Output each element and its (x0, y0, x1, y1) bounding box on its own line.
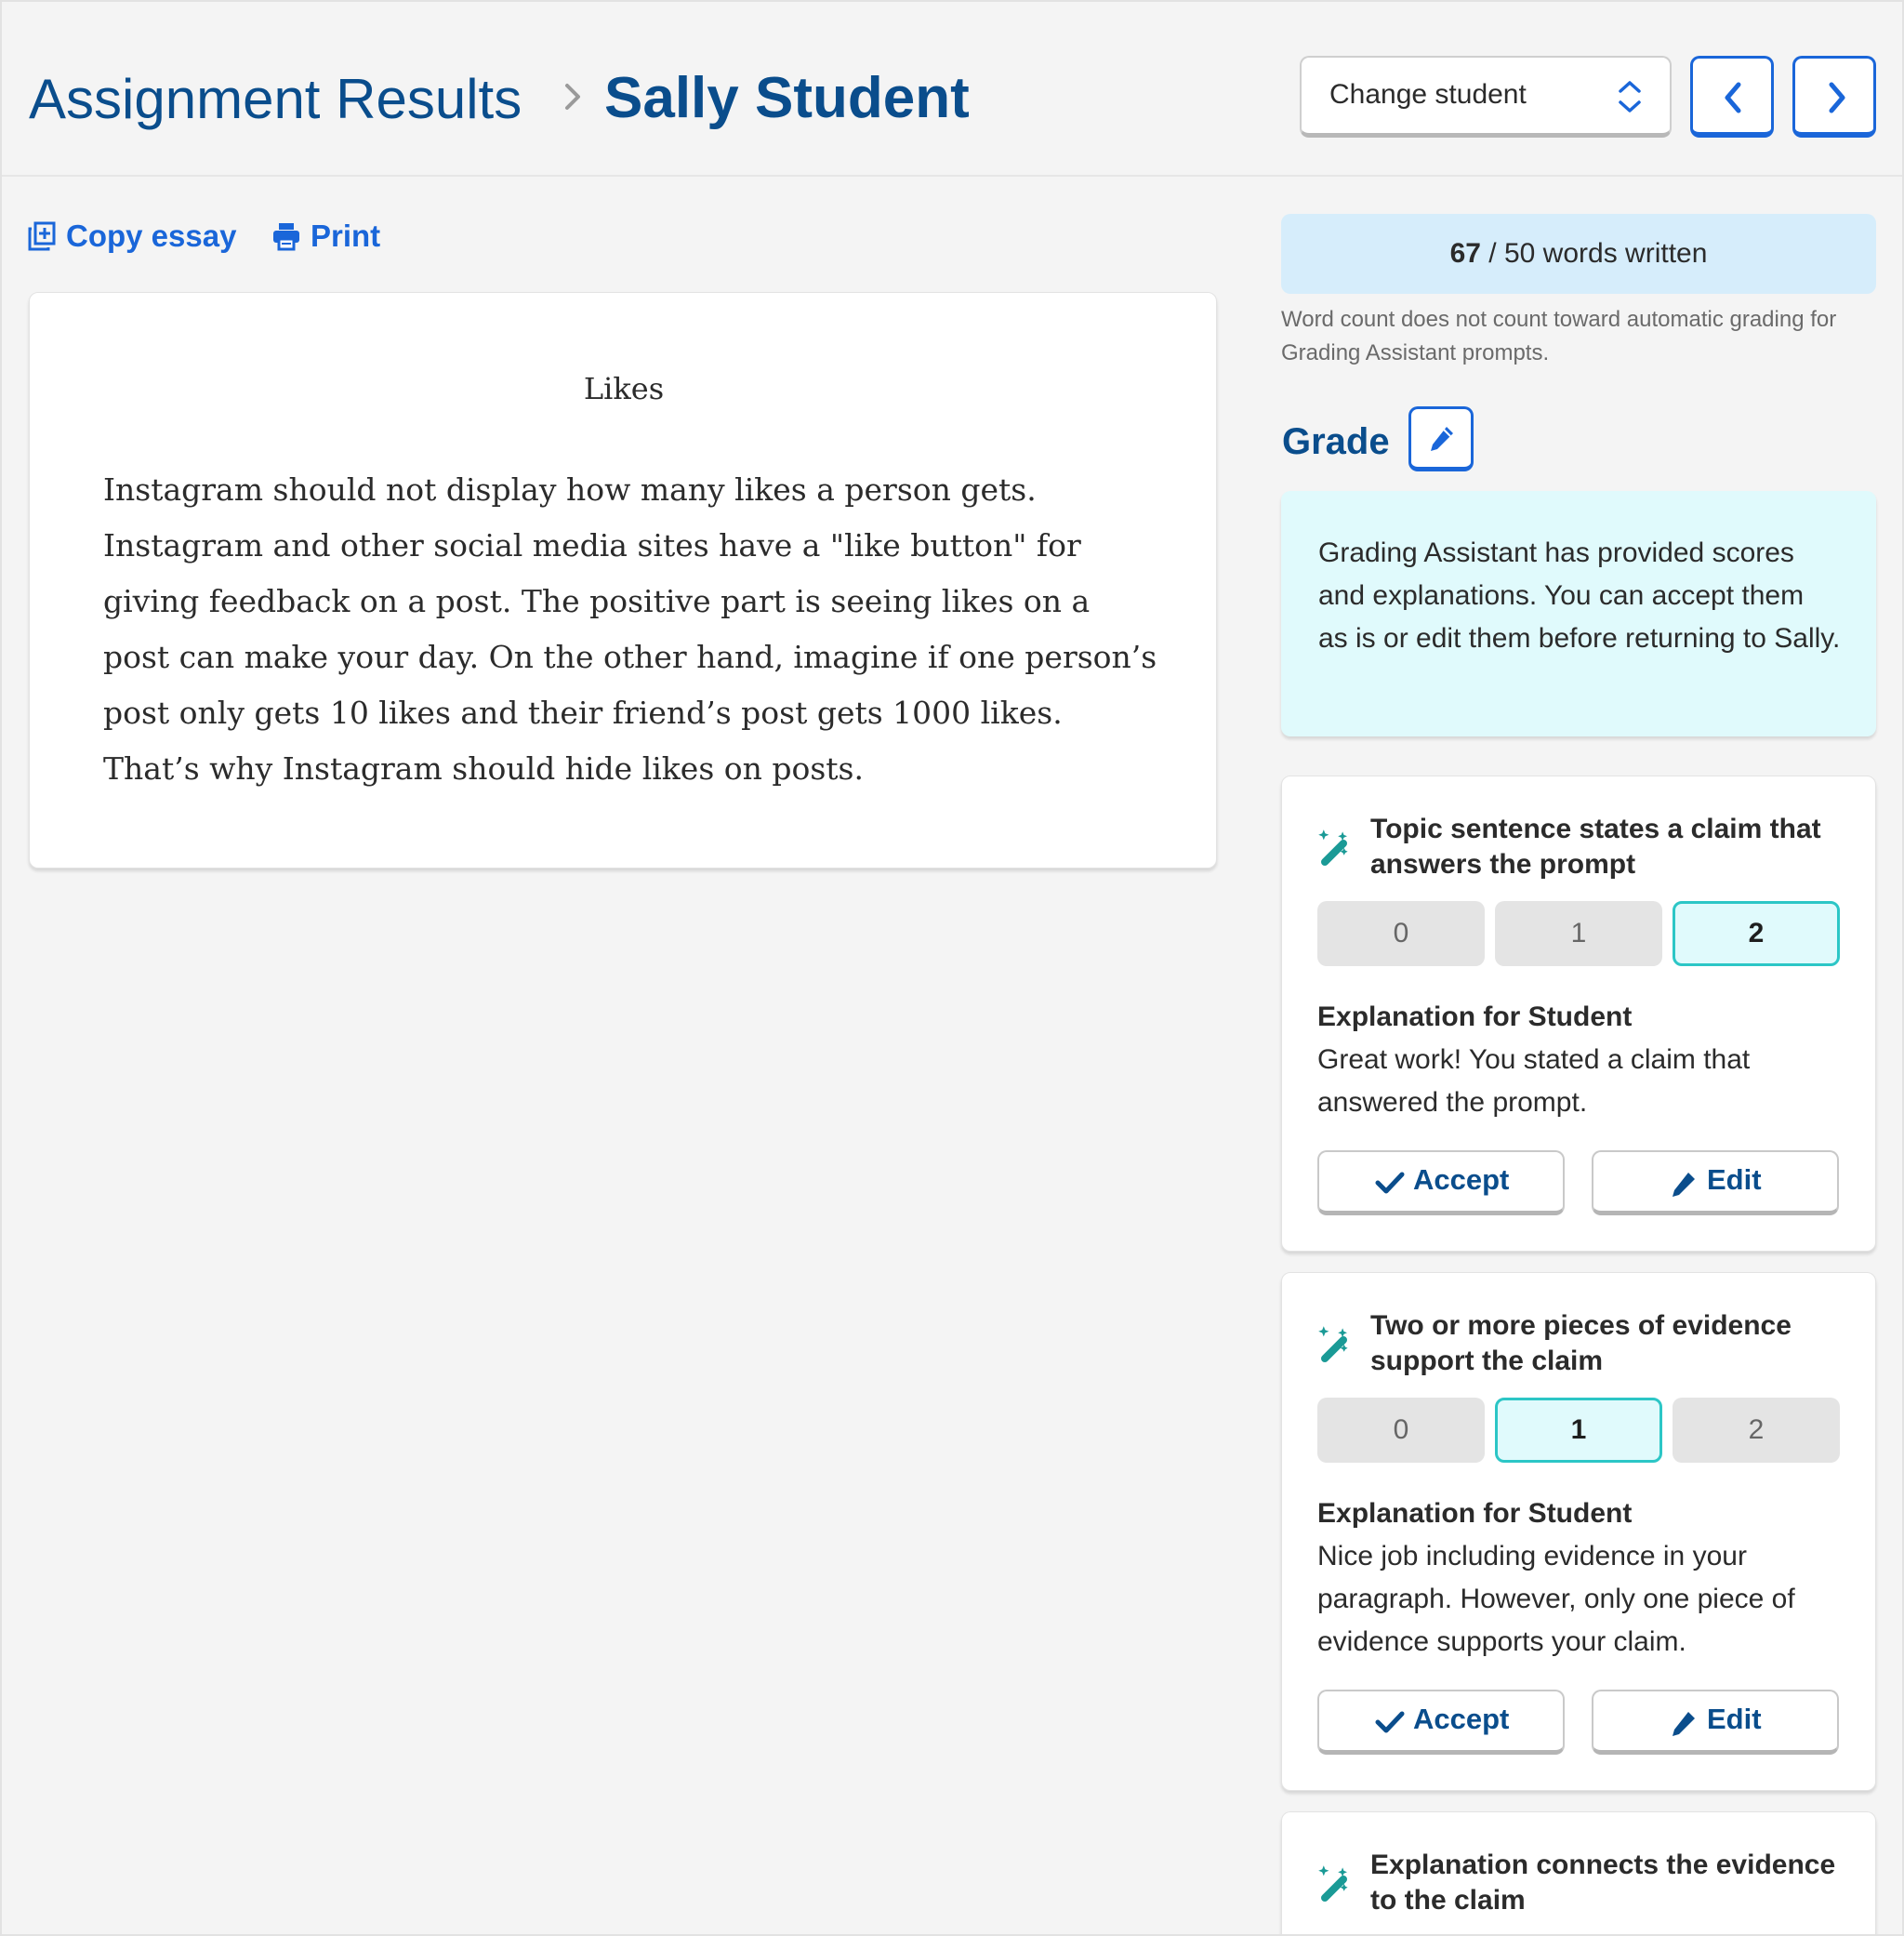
chevron-left-icon (1721, 81, 1747, 114)
print-link[interactable] (272, 216, 393, 257)
explanation-text: Nice job including evidence in your paragraph. However, only one piece of evidence supports your claim. (1317, 1541, 1795, 1657)
criterion-card (1281, 1272, 1876, 1791)
explanation-heading: Explanation for Student (1317, 1001, 1633, 1032)
score-option-2[interactable]: 2 (1673, 1398, 1840, 1463)
criterion-title: Explanation connects the evidence to the claim (1370, 1850, 1836, 1916)
explanation-heading: Explanation for Student (1317, 1498, 1633, 1529)
word-count-value: 67 (1449, 238, 1481, 269)
copy-icon (28, 221, 56, 251)
accept-button[interactable] (1317, 1690, 1565, 1755)
updown-icon (1616, 78, 1644, 115)
accept-button[interactable] (1317, 1150, 1565, 1215)
chevron-right-icon (562, 80, 584, 113)
edit-label: Edit (1707, 1703, 1762, 1735)
breadcrumb-student-name: Sally Student (604, 66, 970, 130)
word-count-note: Word count does not count toward automatic grading for Grading Assistant prompts. (1281, 307, 1837, 365)
breadcrumb-assignment-results[interactable]: Assignment Results (29, 68, 522, 130)
pencil-icon (1670, 1171, 1698, 1199)
score-option-1[interactable]: 1 (1495, 901, 1662, 966)
edit-button[interactable] (1592, 1150, 1839, 1215)
edit-button[interactable] (1592, 1690, 1839, 1755)
criterion-card (1281, 776, 1876, 1252)
grade-heading: Grade (1282, 421, 1390, 462)
magic-wand-icon (1317, 827, 1358, 868)
printer-icon (272, 221, 300, 251)
accept-label: Accept (1413, 1163, 1510, 1196)
change-student-select[interactable] (1300, 56, 1672, 138)
score-option-0[interactable]: 0 (1317, 1398, 1485, 1463)
copy-essay-label: Copy essay (66, 219, 237, 253)
copy-essay-link[interactable] (28, 216, 242, 257)
checkmark-icon (1375, 1710, 1405, 1734)
score-option-1-selected[interactable]: 1 (1495, 1398, 1662, 1463)
edit-label: Edit (1707, 1163, 1762, 1196)
score-option-0[interactable]: 0 (1317, 901, 1485, 966)
word-count-target: / 50 words written (1480, 238, 1708, 269)
pencil-icon (1428, 424, 1456, 454)
essay-title: Likes (583, 371, 665, 406)
score-option-2-selected[interactable]: 2 (1673, 901, 1840, 966)
accept-label: Accept (1413, 1703, 1510, 1735)
pencil-icon (1670, 1710, 1698, 1738)
change-student-label: Change student (1329, 79, 1527, 110)
criterion-title: Topic sentence states a claim that answers the prompt (1370, 814, 1821, 880)
word-count-banner (1281, 214, 1876, 294)
edit-grade-button[interactable] (1408, 406, 1474, 471)
magic-wand-icon (1317, 1863, 1358, 1903)
criterion-card (1281, 1811, 1876, 1936)
essay-body: Instagram should not display how many likes a person gets. Instagram and other social media sites have a "like button" for giving feedback on a post. The positive part is seeing likes on a post can make your day. On the other hand, imagine if one person’s post only gets 10 likes and their friend’s post gets 1000 likes. That’s why Instagram should hide likes on posts. (103, 471, 1157, 787)
page-header (0, 0, 1904, 177)
magic-wand-icon (1317, 1323, 1358, 1364)
checkmark-icon (1375, 1171, 1405, 1195)
print-label: Print (311, 219, 381, 253)
essay-card (29, 292, 1217, 869)
criterion-title: Two or more pieces of evidence support the claim (1370, 1310, 1792, 1376)
explanation-text: Great work! You stated a claim that answered the prompt. (1317, 1044, 1751, 1118)
previous-student-button[interactable] (1690, 56, 1774, 138)
next-student-button[interactable] (1792, 56, 1876, 138)
chevron-right-icon (1823, 81, 1849, 114)
grading-assistant-note: Grading Assistant has provided scores and explanations. You can accept them as is or edit them before returning to Sally. (1281, 491, 1876, 736)
